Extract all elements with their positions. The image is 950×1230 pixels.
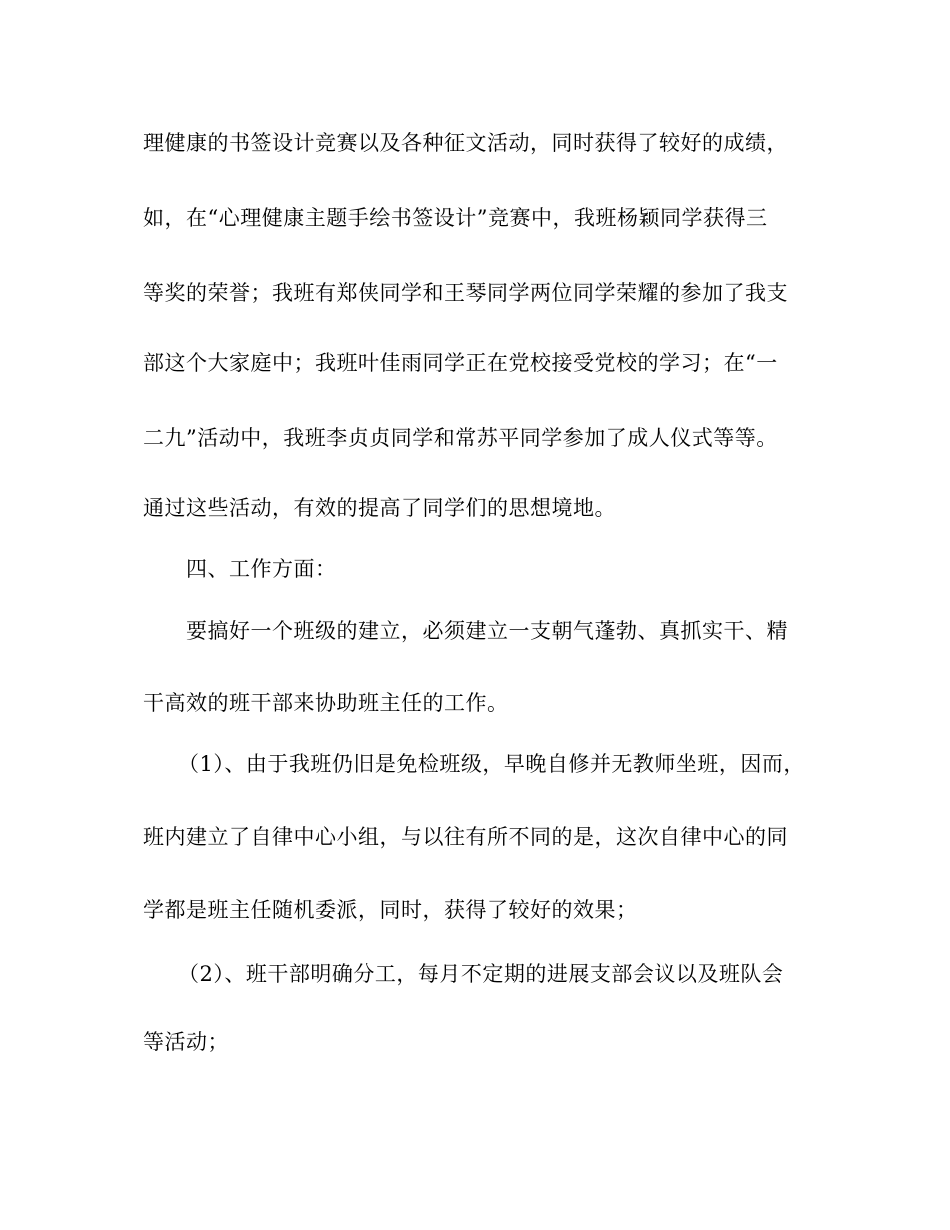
section-heading: 四、工作方面： — [186, 557, 337, 581]
list-item-line: （1）、由于我班仍旧是免检班级，早晚自修并无教师坐班，因而， — [178, 752, 805, 776]
paragraph-line: 干高效的班干部来协助班主任的工作。 — [143, 691, 509, 715]
paragraph-line: 如，在“心理健康主题手绘书签设计”竞赛中，我班杨颖同学获得三 — [143, 206, 768, 230]
paragraph-line: 要搞好一个班级的建立，必须建立一支朝气蓬勃、真抓实干、精 — [186, 619, 788, 643]
list-item-line: （2）、班干部明确分工，每月不定期的进展支部会议以及班队会 — [178, 962, 784, 986]
paragraph-line: 通过这些活动，有效的提高了同学们的思想境地。 — [143, 496, 616, 520]
paragraph-line: 等奖的荣誉；我班有郑侠同学和王琴同学两位同学荣耀的参加了我支 — [143, 281, 788, 305]
paragraph-line: 学都是班主任随机委派，同时，获得了较好的效果； — [143, 898, 638, 922]
paragraph-line: 二九”活动中，我班李贞贞同学和常苏平同学参加了成人仪式等等。 — [143, 426, 778, 450]
paragraph-line: 班内建立了自律中心小组，与以往有所不同的是，这次自律中心的同 — [143, 825, 788, 849]
paragraph-line: 等活动； — [143, 1030, 229, 1054]
paragraph-line: 部这个大家庭中；我班叶佳雨同学正在党校接受党校的学习；在“一 — [143, 351, 778, 375]
paragraph-line: 理健康的书签设计竞赛以及各种征文活动，同时获得了较好的成绩， — [143, 131, 788, 155]
